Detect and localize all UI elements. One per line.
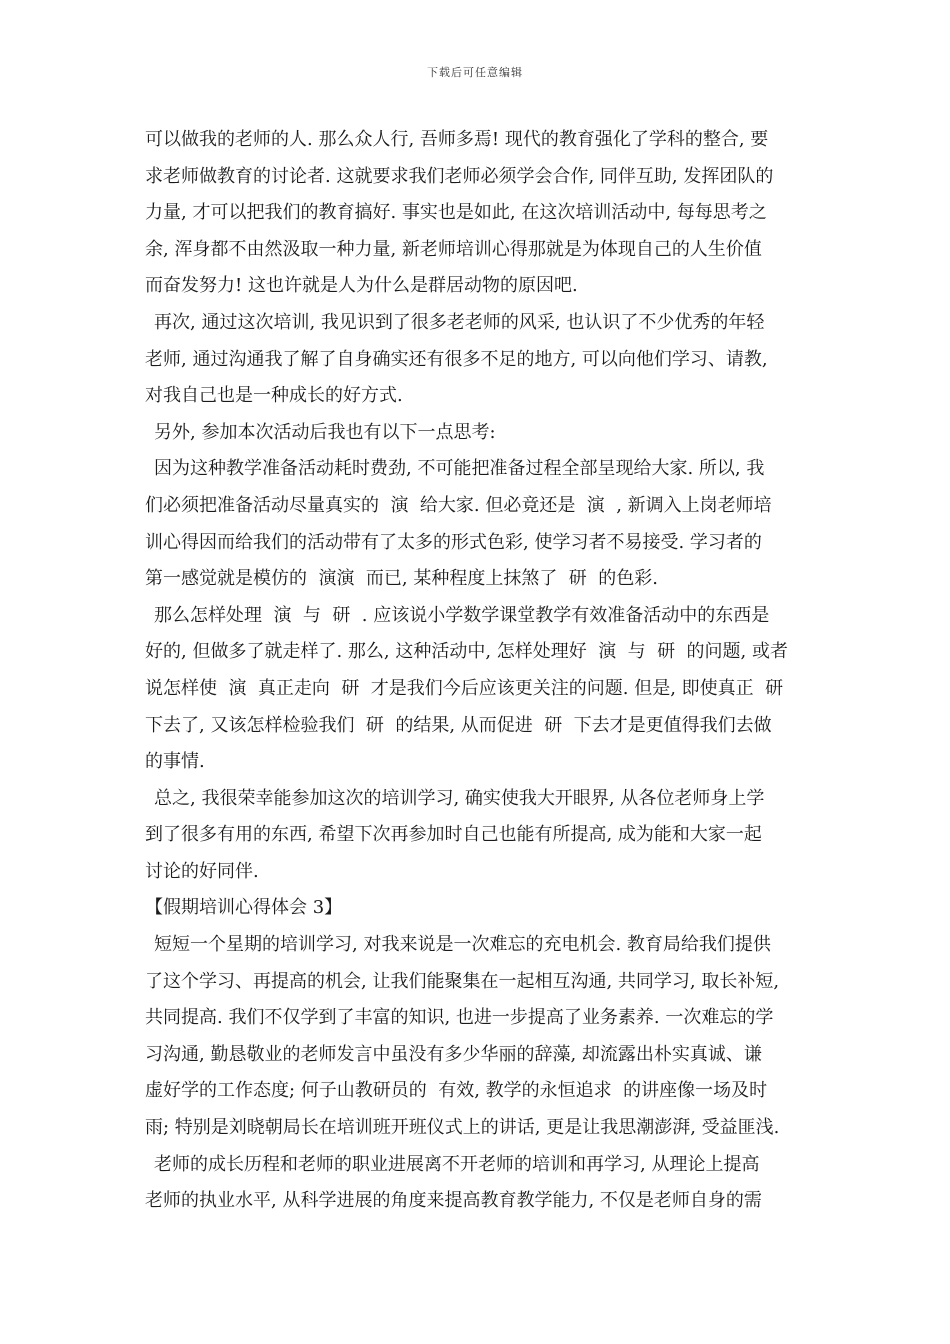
text-line: 求老师做教育的讨论者. 这就要求我们老师必须学会合作, 同伴互助, 发挥团队的 xyxy=(145,165,774,187)
paragraph-start-line: 短短一个星期的培训学习, 对我来说是一次难忘的充电机会. 教育局给我们提供 xyxy=(154,934,771,956)
text-line: 老师的执业水平, 从科学进展的角度来提高教育教学能力, 不仅是老师自身的需 xyxy=(145,1190,762,1212)
text-line: 了这个学习、再提高的机会, 让我们能聚集在一起相互沟通, 共同学习, 取长补短, xyxy=(145,970,780,992)
text-line: 虚好学的工作态度; 何子山教研员的 有效, 教学的永恒追求 的讲座像一场及时 xyxy=(145,1080,768,1102)
text-line: 老师, 通过沟通我了解了自身确实还有很多不足的地方, 可以向他们学习、请教, xyxy=(145,348,768,370)
text-line: 讨论的好同伴. xyxy=(145,860,259,882)
document-body xyxy=(145,122,810,1220)
text-line: 力量, 才可以把我们的教育搞好. 事实也是如此, 在这次培训活动中, 每每思考之 xyxy=(145,202,767,224)
text-line: 的事情. xyxy=(145,751,205,773)
text-line: 到了很多有用的东西, 希望下次再参加时自己也能有所提高, 成为能和大家一起 xyxy=(145,824,762,846)
text-line: 下去了, 又该怎样检验我们 研 的结果, 从而促进 研 下去才是更值得我们去做 xyxy=(145,714,772,736)
text-line: 习沟通, 勤恳敬业的老师发言中虽没有多少华丽的辞藻, 却流露出朴实真诚、谦 xyxy=(145,1043,762,1065)
text-line: 对我自己也是一种成长的好方式. xyxy=(145,385,403,407)
paragraph-start-line: 总之, 我很荣幸能参加这次的培训学习, 确实使我大开眼界, 从各位老师身上学 xyxy=(154,787,765,809)
text-line: 可以做我的老师的人. 那么众人行, 吾师多焉! 现代的教育强化了学科的整合, 要 xyxy=(145,129,769,150)
text-line: 们必须把准备活动尽量真实的 演 给大家. 但必竟还是 演 , 新调入上岗老师培 xyxy=(145,494,772,516)
paragraph-start-line: 老师的成长历程和老师的职业进展离不开老师的培训和再学习, 从理论上提高 xyxy=(154,1153,760,1175)
text-line: 余, 浑身都不由然汲取一种力量, 新老师培训心得那就是为体现自己的人生价值 xyxy=(145,238,762,260)
text-line: 好的, 但做多了就走样了. 那么, 这种活动中, 怎样处理好 演 与 研 的问题, 或者 xyxy=(145,641,788,663)
section-heading: 【假期培训心得体会 3】 xyxy=(145,897,343,919)
paragraph-start-line: 另外, 参加本次活动后我也有以下一点思考: xyxy=(154,421,496,443)
text-line: 训心得因而给我们的活动带有了太多的形式色彩, 使学习者不易接受. 学习者的 xyxy=(145,531,762,553)
text-line: 共同提高. 我们不仅学到了丰富的知识, 也进一步提高了业务素养. 一次难忘的学 xyxy=(145,1007,774,1029)
paragraph-start-line: 因为这种教学准备活动耗时费劲, 不可能把准备过程全部呈现给大家. 所以, 我 xyxy=(154,458,765,480)
text-line: 第一感觉就是模仿的 演演 而已, 某种程度上抹煞了 研 的色彩. xyxy=(145,568,658,590)
text-line: 说怎样使 演 真正走向 研 才是我们今后应该更关注的问题. 但是, 即使真正 研 xyxy=(145,677,784,699)
paragraph-start-line: 再次, 通过这次培训, 我见识到了很多老老师的风采, 也认识了不少优秀的年轻 xyxy=(154,311,765,333)
paragraph-start-line: 那么怎样处理 演 与 研 . 应该说小学数学课堂教学有效准备活动中的东西是 xyxy=(154,604,770,626)
text-line: 雨; 特别是刘晓朝局长在培训班开班仪式上的讲话, 更是让我思潮澎湃, 受益匪浅. xyxy=(145,1117,780,1139)
page-header: 下载后可任意编辑 xyxy=(427,66,523,79)
text-line: 而奋发努力! 这也许就是人为什么是群居动物的原因吧. xyxy=(145,275,578,297)
